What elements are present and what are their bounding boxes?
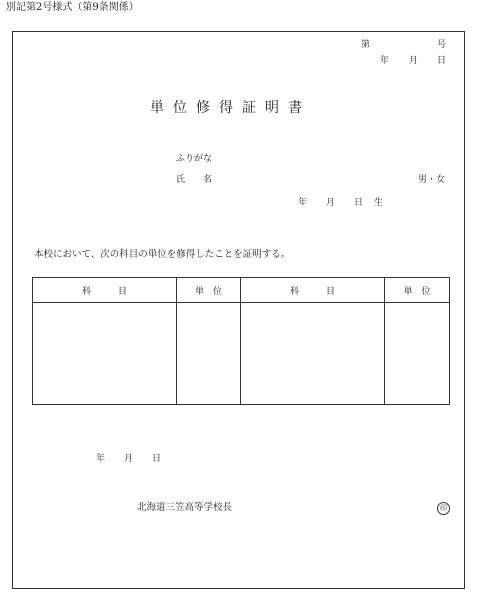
table-row [33,303,450,405]
issue-month-label: 月 [409,56,419,66]
issue-year-label: 年 [380,56,390,66]
form-label: 別記第2号様式（第9条関係） [6,2,139,13]
subject-header-2: 科 目 [241,278,385,303]
credits-table [32,277,450,405]
seal-mark: 印 [437,502,450,515]
signature-month-label: 月 [124,454,134,464]
certification-text: 本校において、次の科目の単位を修得したことを証明する。 [34,249,291,260]
birth-year-label: 年 [298,198,308,208]
signature-day-label: 日 [152,454,162,464]
birth-day-label: 日 [354,198,364,208]
name-label: 氏 名 [176,175,213,185]
table-header-row [33,278,450,303]
document-title: 単位修得証明書 [150,100,311,116]
credits-cell-1 [177,303,241,405]
credits-cell-2 [385,303,450,405]
subject-cell-2 [241,303,385,405]
credits-header-1: 単 位 [177,278,241,303]
birth-suffix-label: 生 [374,198,384,208]
birth-month-label: 月 [326,198,336,208]
subject-header-1: 科 目 [33,278,177,303]
number-dai-label: 第 [361,40,371,50]
gender-label: 男・女 [418,175,446,185]
signature-year-label: 年 [96,454,106,464]
issue-day-label: 日 [437,56,447,66]
furigana-label: ふりがな [176,154,213,164]
number-gou-label: 号 [437,40,447,50]
credits-header-2: 単 位 [385,278,450,303]
subject-cell-1 [33,303,177,405]
school-principal-label: 北海道三笠高等学校長 [137,502,233,513]
